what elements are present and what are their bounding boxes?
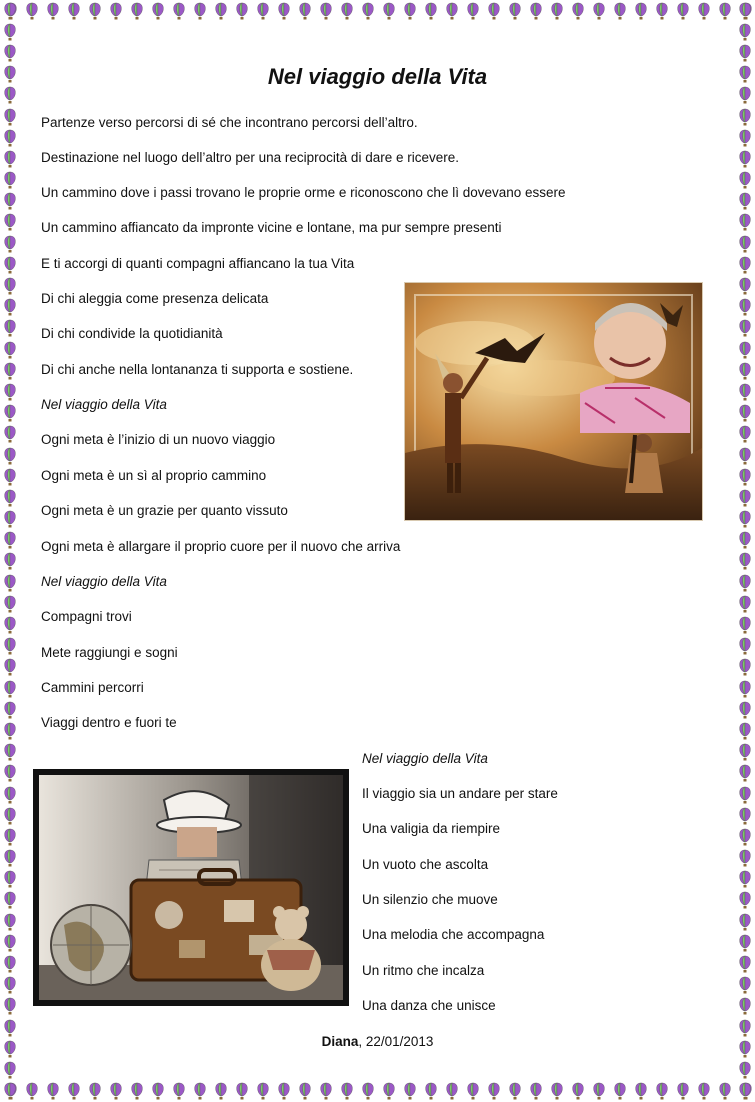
balloon-icon [735,127,755,148]
balloon-icon [0,297,20,318]
balloon-icon [672,1080,693,1101]
balloon-icon [714,1080,735,1101]
balloon-icon [126,1080,147,1101]
balloon-icon [0,360,20,381]
balloon-icon [0,551,20,572]
poem-line: Mete raggiungi e sogni [41,645,178,660]
balloon-icon [525,1080,546,1101]
poem-line: Ogni meta è allargare il proprio cuore per il nuovo che arriva [41,539,401,554]
balloon-icon [735,254,755,275]
balloon-icon [0,848,20,869]
balloon-icon [0,318,20,339]
balloon-icon [168,0,189,21]
signature-line [0,1034,755,1049]
balloon-icon [735,297,755,318]
balloon-icon [735,953,755,974]
poem-line: Un silenzio che muove [362,892,498,907]
balloon-icon [714,0,735,21]
balloon-icon [735,403,755,424]
balloon-icon [0,191,20,212]
balloon-icon [735,932,755,953]
balloon-icon [0,975,20,996]
balloon-icon [273,0,294,21]
balloon-icon [735,42,755,63]
balloon-icon [0,572,20,593]
balloon-icon [0,720,20,741]
balloon-icon [420,0,441,21]
balloon-icon [84,1080,105,1101]
balloon-icon [651,0,672,21]
balloon-icon [0,742,20,763]
balloon-icon [0,487,20,508]
poem-line: Una melodia che accompagna [362,927,545,942]
balloon-icon [42,1080,63,1101]
balloon-icon [0,593,20,614]
balloon-icon [21,0,42,21]
balloon-icon [735,339,755,360]
balloon-icon [0,424,20,445]
balloon-icon [0,381,20,402]
balloon-icon [0,106,20,127]
balloon-icon [735,742,755,763]
balloon-icon [735,212,755,233]
balloon-icon [735,869,755,890]
page-border-top [0,0,755,22]
balloon-icon [0,1059,20,1080]
balloon-icon [735,763,755,784]
balloon-icon [63,1080,84,1101]
balloon-icon [735,890,755,911]
balloon-icon [735,720,755,741]
balloon-icon [126,0,147,21]
balloon-icon [735,657,755,678]
poem-title: Nel viaggio della Vita [267,64,488,89]
balloon-icon [0,890,20,911]
poem-refrain: Nel viaggio della Vita [41,397,167,412]
balloon-icon [588,0,609,21]
balloon-icon [735,593,755,614]
balloon-icon [294,1080,315,1101]
balloon-icon [0,996,20,1017]
balloon-icon [0,233,20,254]
balloon-icon [357,1080,378,1101]
balloon-icon [0,254,20,275]
balloon-icon [735,445,755,466]
poem-refrain: Nel viaggio della Vita [41,574,167,589]
balloon-icon [399,0,420,21]
balloon-icon [735,191,755,212]
balloon-icon [0,42,20,63]
poem-line: Viaggi dentro e fuori te [41,715,177,730]
balloon-icon [0,614,20,635]
poem-line: E ti accorgi di quanti compagni affiancano la tua Vita [41,256,355,271]
balloon-icon [462,1080,483,1101]
poem-line: Destinazione nel luogo dell’altro per una reciprocità di dare e ricevere. [41,150,459,165]
balloon-icon [609,0,630,21]
poem-line: Il viaggio sia un andare per stare [362,786,558,801]
balloon-icon [0,1081,20,1102]
balloon-icon [567,1080,588,1101]
balloon-icon [735,318,755,339]
balloon-icon [672,0,693,21]
balloon-icon [0,212,20,233]
balloon-icon [735,509,755,530]
poem-line: Cammini percorri [41,680,144,695]
balloon-icon [483,0,504,21]
balloon-icon [735,678,755,699]
balloon-icon [378,1080,399,1101]
balloon-icon [735,487,755,508]
balloon-icon [735,148,755,169]
poem-line: Ogni meta è un sì al proprio cammino [41,468,267,483]
balloon-icon [567,0,588,21]
balloon-icon [252,1080,273,1101]
poem-line: Compagni trovi [41,609,132,624]
balloon-icon [0,466,20,487]
balloon-icon [735,21,755,42]
poem-line: Ogni meta è l’inizio di un nuovo viaggio [41,432,276,447]
poem-line: Ogni meta è un grazie per quanto vissuto [41,503,288,518]
balloon-icon [315,0,336,21]
balloon-icon [735,614,755,635]
balloon-icon [609,1080,630,1101]
child-with-suitcase-image [33,769,349,1006]
balloon-icon [0,636,20,657]
balloon-icon [231,0,252,21]
poem-line: Di chi anche nella lontananza ti supporta e sostiene. [41,362,354,377]
balloon-icon [735,636,755,657]
balloon-icon [273,1080,294,1101]
balloon-icon [0,530,20,551]
balloon-icon [399,1080,420,1101]
balloon-icon [441,1080,462,1101]
balloon-icon [168,1080,189,1101]
balloon-icon [735,551,755,572]
balloon-icon [378,0,399,21]
balloon-icon [693,0,714,21]
balloon-icon [0,657,20,678]
balloon-icon [294,0,315,21]
poem-line: Di chi aleggia come presenza delicata [41,291,269,306]
balloon-icon [210,0,231,21]
balloon-icon [0,953,20,974]
balloon-icon [735,170,755,191]
poem-line: Partenze verso percorsi di sé che incontrano percorsi dell’altro. [41,115,418,130]
balloon-icon [21,1080,42,1101]
signature-date: , 22/01/2013 [358,1034,434,1049]
balloon-icon [336,1080,357,1101]
balloon-icon [147,1080,168,1101]
balloon-icon [735,848,755,869]
balloon-icon [588,1080,609,1101]
balloon-icon [231,1080,252,1101]
balloon-icon [252,0,273,21]
balloon-icon [0,403,20,424]
balloon-icon [693,1080,714,1101]
balloon-icon [0,932,20,953]
page-border-bottom [0,1080,755,1102]
balloon-icon [504,1080,525,1101]
balloon-icon [0,763,20,784]
poem-line: Una danza che unisce [362,998,496,1013]
balloon-icon [0,699,20,720]
balloon-icon [525,0,546,21]
balloon-icon [420,1080,441,1101]
balloon-icon [735,975,755,996]
poem-line: Un cammino affiancato da impronte vicine e lontane, ma pur sempre presenti [41,220,502,235]
balloon-icon [735,360,755,381]
poem-line: Un cammino dove i passi trovano le proprie orme e riconoscono che lì dovevano essere [41,185,566,200]
balloon-icon [84,0,105,21]
balloon-icon [0,678,20,699]
balloon-icon [0,148,20,169]
balloon-icon [0,826,20,847]
balloon-icon [735,826,755,847]
balloon-icon [546,1080,567,1101]
author-name: Diana [321,1034,359,1049]
balloon-icon [210,1080,231,1101]
poem-line: Un vuoto che ascolta [362,857,489,872]
balloon-icon [504,0,525,21]
balloon-icon [735,233,755,254]
balloon-icon [0,805,20,826]
balloon-icon [630,1080,651,1101]
balloon-icon [462,0,483,21]
balloon-icon [735,0,755,21]
balloon-icon [357,0,378,21]
balloon-icon [0,911,20,932]
native-american-collage-image [404,282,703,521]
balloon-icon [336,0,357,21]
balloon-icon [651,1080,672,1101]
page-border-right [735,0,755,1102]
balloon-icon [735,699,755,720]
balloon-icon [0,445,20,466]
balloon-icon [0,127,20,148]
balloon-icon [735,530,755,551]
balloon-icon [0,339,20,360]
balloon-icon [630,0,651,21]
balloon-icon [42,0,63,21]
balloon-icon [546,0,567,21]
balloon-icon [315,1080,336,1101]
balloon-icon [735,572,755,593]
balloon-icon [0,509,20,530]
poem-refrain: Nel viaggio della Vita [362,751,488,766]
balloon-icon [735,805,755,826]
poem-line: Una valigia da riempire [362,821,501,836]
balloon-icon [735,1059,755,1080]
balloon-icon [189,0,210,21]
balloon-icon [735,466,755,487]
balloon-icon [735,911,755,932]
balloon-icon [0,869,20,890]
balloon-icon [0,784,20,805]
balloon-icon [0,21,20,42]
balloon-icon [735,996,755,1017]
balloon-icon [189,1080,210,1101]
page-border-left [0,0,20,1102]
balloon-icon [105,1080,126,1101]
balloon-icon [483,1080,504,1101]
poem-line: Di chi condivide la quotidianità [41,326,223,341]
balloon-icon [0,170,20,191]
balloon-icon [735,381,755,402]
poem-line: Un ritmo che incalza [362,963,485,978]
balloon-icon [0,275,20,296]
balloon-icon [147,0,168,21]
balloon-icon [105,0,126,21]
balloon-icon [735,275,755,296]
balloon-icon [735,106,755,127]
balloon-icon [735,1081,755,1102]
balloon-icon [735,784,755,805]
balloon-icon [735,424,755,445]
balloon-icon [63,0,84,21]
balloon-icon [0,0,20,21]
balloon-icon [441,0,462,21]
